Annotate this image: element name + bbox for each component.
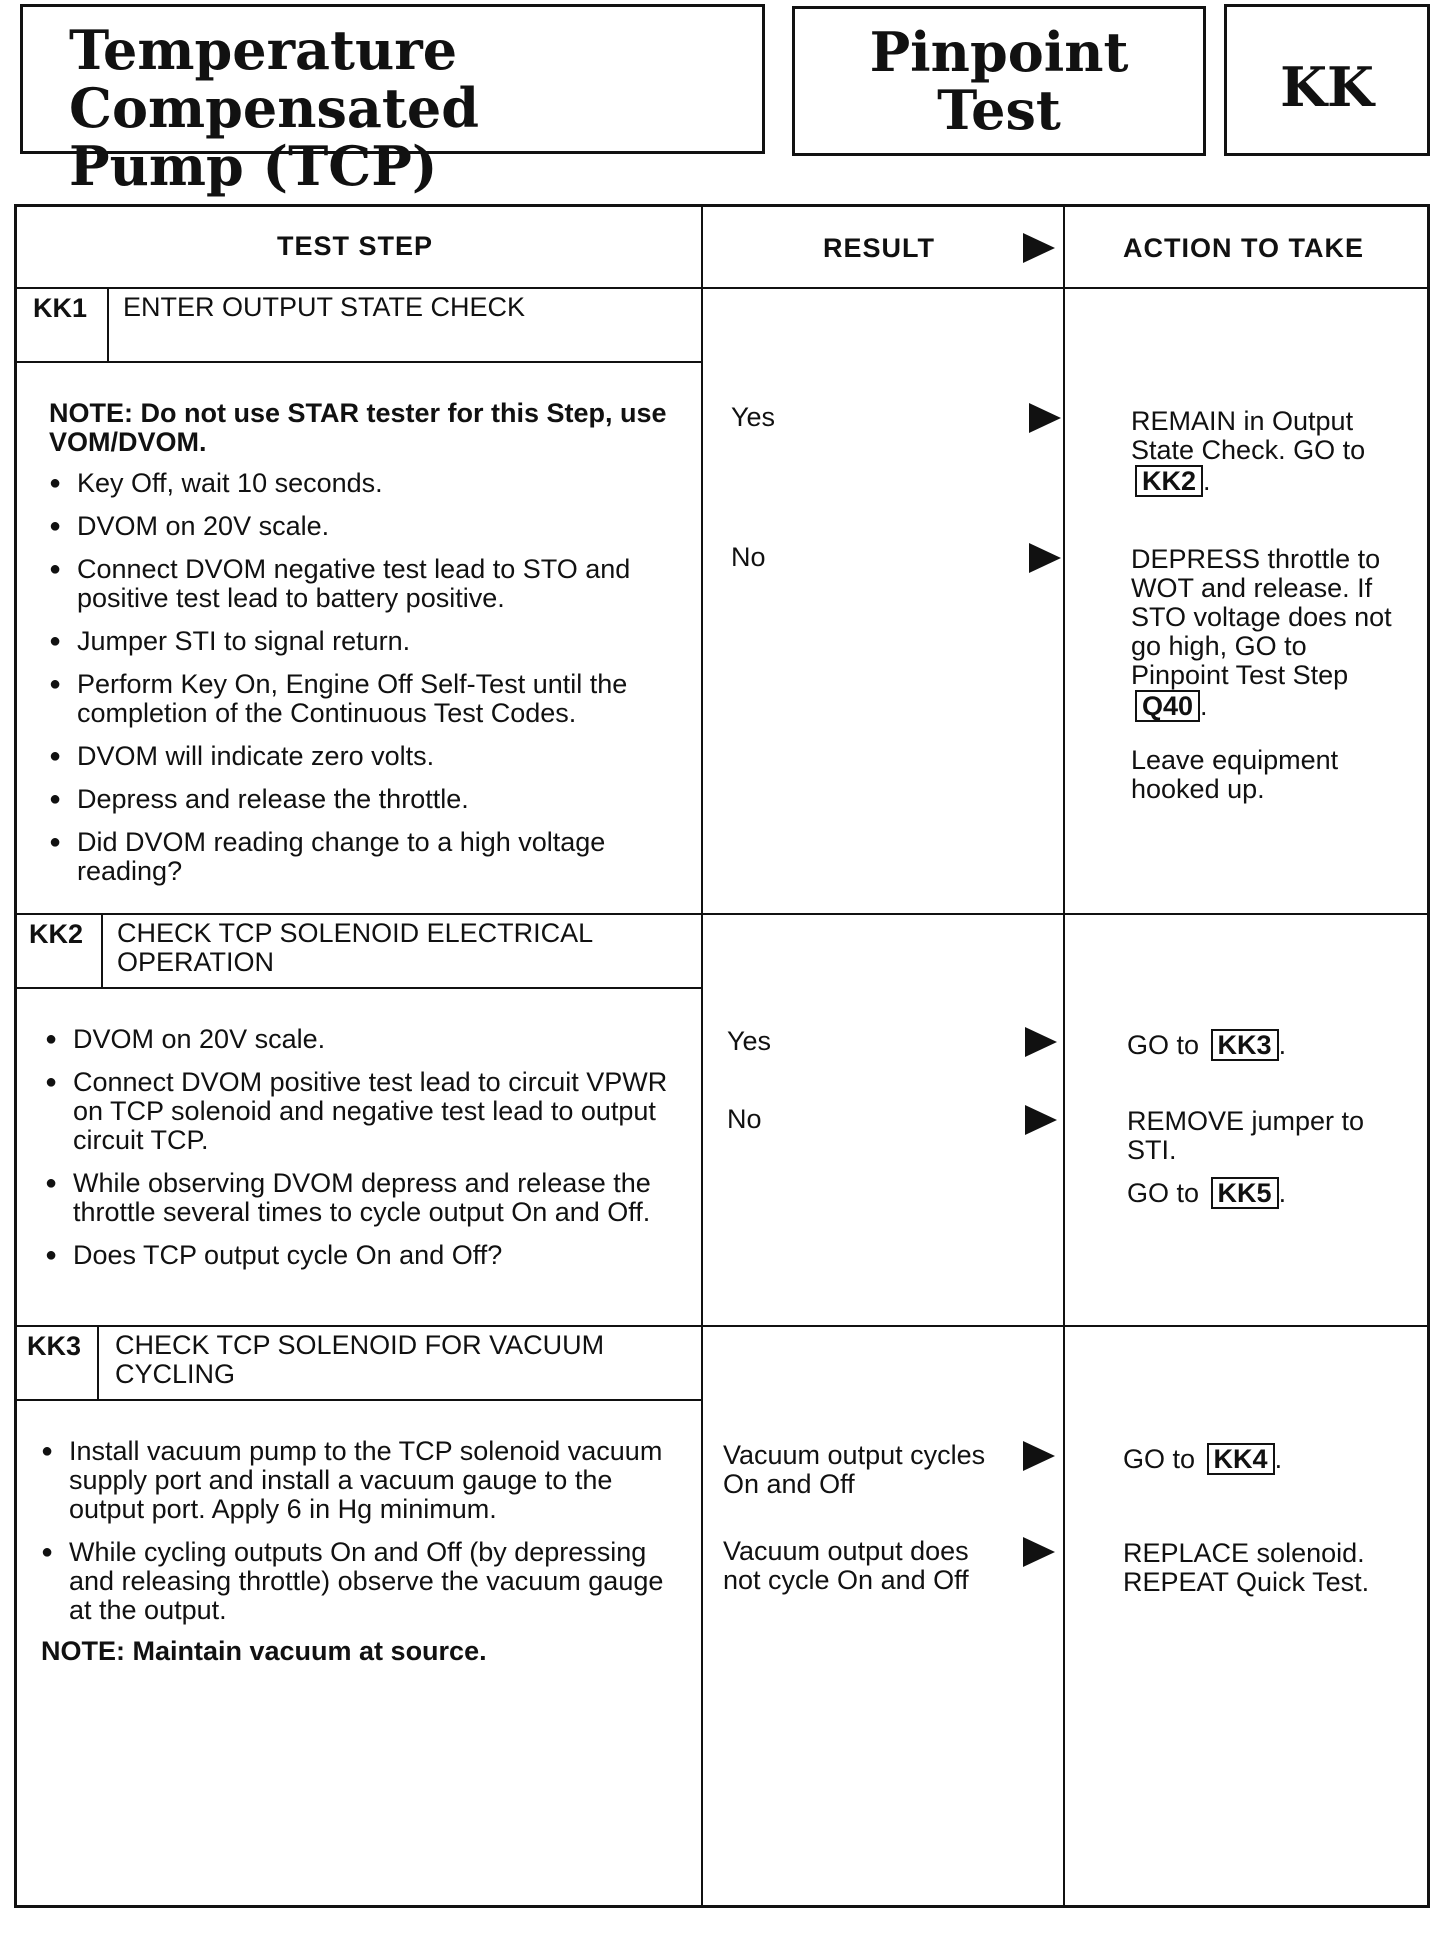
step-ref-badge[interactable]: KK4 bbox=[1207, 1443, 1275, 1475]
test-type-label: Pinpoint Test bbox=[869, 20, 1129, 142]
step-id-divider bbox=[101, 913, 103, 989]
action-extra: Leave equipment hooked up. bbox=[1131, 745, 1339, 804]
arrow-right-icon bbox=[1023, 233, 1055, 263]
step-instructions bbox=[45, 1025, 685, 1284]
result-label: No bbox=[727, 1104, 762, 1134]
list-item: ● Does TCP output cycle On and Off? bbox=[45, 1241, 685, 1270]
test-code: KK bbox=[1280, 55, 1374, 119]
action-text: REMAIN in Output State Check. GO toKK2 . bbox=[1131, 406, 1366, 496]
arrow-right-icon bbox=[1025, 1105, 1057, 1135]
result-label: Vacuum output cycles On and Off bbox=[723, 1440, 986, 1499]
action-text: REPLACE solenoid. REPEAT Quick Test. bbox=[1123, 1538, 1370, 1597]
pinpoint-table bbox=[14, 204, 1430, 1908]
arrow-right-icon bbox=[1025, 1027, 1057, 1057]
col-divider-2 bbox=[1063, 207, 1065, 1905]
instruction-list bbox=[49, 469, 679, 886]
col-header-test-step: TEST STEP bbox=[277, 231, 434, 261]
list-item: ● DVOM on 20V scale. bbox=[45, 1025, 685, 1054]
instruction-list bbox=[41, 1437, 681, 1625]
action-line: GO to KK5 . bbox=[1127, 1178, 1287, 1208]
action-text: GO to KK4 . bbox=[1123, 1444, 1283, 1474]
step-note: NOTE: Do not use STAR tester for this Step, use VOM/DVOM. bbox=[49, 398, 667, 457]
step-title-divider bbox=[17, 987, 701, 989]
step-id: KK2 bbox=[29, 919, 84, 949]
step-title-divider bbox=[17, 361, 701, 363]
step-note: NOTE: Maintain vacuum at source. bbox=[41, 1636, 487, 1666]
list-item: ● While observing DVOM depress and release the throttle several times to cycle output On and Off. bbox=[45, 1169, 685, 1227]
test-type-box bbox=[792, 6, 1206, 156]
step-title: CHECK TCP SOLENOID ELECTRICAL OPERATION bbox=[117, 918, 593, 977]
list-item: ● While cycling outputs On and Off (by depressing and releasing throttle) observe the vacuum gauge at the output. bbox=[41, 1538, 681, 1625]
step-id: KK1 bbox=[33, 293, 88, 323]
step-title: CHECK TCP SOLENOID FOR VACUUM CYCLING bbox=[115, 1330, 605, 1389]
list-item: ● Jumper STI to signal return. bbox=[49, 627, 679, 656]
step-id-divider bbox=[107, 287, 109, 363]
result-label: Vacuum output does not cycle On and Off bbox=[723, 1536, 969, 1595]
arrow-right-icon bbox=[1029, 403, 1061, 433]
step-instructions bbox=[41, 1437, 681, 1666]
step-id-divider bbox=[97, 1325, 99, 1401]
arrow-right-icon bbox=[1023, 1537, 1055, 1567]
step-ref-badge[interactable]: Q40 bbox=[1135, 690, 1200, 722]
step-title: ENTER OUTPUT STATE CHECK bbox=[123, 292, 526, 322]
test-code-box bbox=[1224, 4, 1430, 156]
action-text: DEPRESS throttle to WOT and release. If STO voltage does not go high, GO to Pinpoint Test Step Q40 . Leave equipment hooked up. bbox=[1131, 544, 1392, 804]
page-title: Temperature Compensated Pump (TCP) bbox=[69, 18, 479, 198]
step-ref-badge[interactable]: KK5 bbox=[1211, 1177, 1279, 1209]
step-ref-badge[interactable]: KK3 bbox=[1211, 1029, 1279, 1061]
instruction-list bbox=[45, 1025, 685, 1270]
list-item: ● Connect DVOM positive test lead to circuit VPWR on TCP solenoid and negative test lead to output circuit TCP. bbox=[45, 1068, 685, 1155]
result-label: No bbox=[731, 542, 766, 572]
title-box bbox=[20, 4, 765, 198]
col-divider-1 bbox=[701, 207, 703, 1905]
list-item: ● Key Off, wait 10 seconds. bbox=[49, 469, 679, 498]
arrow-right-icon bbox=[1029, 543, 1061, 573]
list-item: ● DVOM will indicate zero volts. bbox=[49, 742, 679, 771]
action-text: REMOVE jumper to STI. GO to KK5 . bbox=[1127, 1107, 1397, 1209]
arrow-right-icon bbox=[1023, 1441, 1055, 1471]
step-ref-badge[interactable]: KK2 bbox=[1135, 465, 1203, 497]
step-instructions bbox=[49, 399, 679, 900]
list-item: ● DVOM on 20V scale. bbox=[49, 512, 679, 541]
result-label: Yes bbox=[727, 1026, 772, 1056]
col-header-action: ACTION TO TAKE bbox=[1123, 233, 1364, 263]
list-item: ● Connect DVOM negative test lead to STO and positive test lead to battery positive. bbox=[49, 555, 679, 613]
step-divider bbox=[17, 1325, 1427, 1327]
list-item: ● Depress and release the throttle. bbox=[49, 785, 679, 814]
result-label: Yes bbox=[731, 402, 776, 432]
list-item: ● Perform Key On, Engine Off Self-Test until the completion of the Continuous Test Codes. bbox=[49, 670, 679, 728]
step-divider bbox=[17, 913, 1427, 915]
list-item: ● Did DVOM reading change to a high voltage reading? bbox=[49, 828, 679, 886]
step-title-divider bbox=[17, 1399, 701, 1401]
header-divider bbox=[17, 287, 1427, 289]
action-text: GO to KK3 . bbox=[1127, 1030, 1287, 1060]
list-item: ● Install vacuum pump to the TCP solenoid vacuum supply port and install a vacuum gauge to the output port. Apply 6 in Hg minimum. bbox=[41, 1437, 681, 1524]
col-header-result: RESULT bbox=[823, 233, 935, 263]
step-id: KK3 bbox=[27, 1331, 82, 1361]
